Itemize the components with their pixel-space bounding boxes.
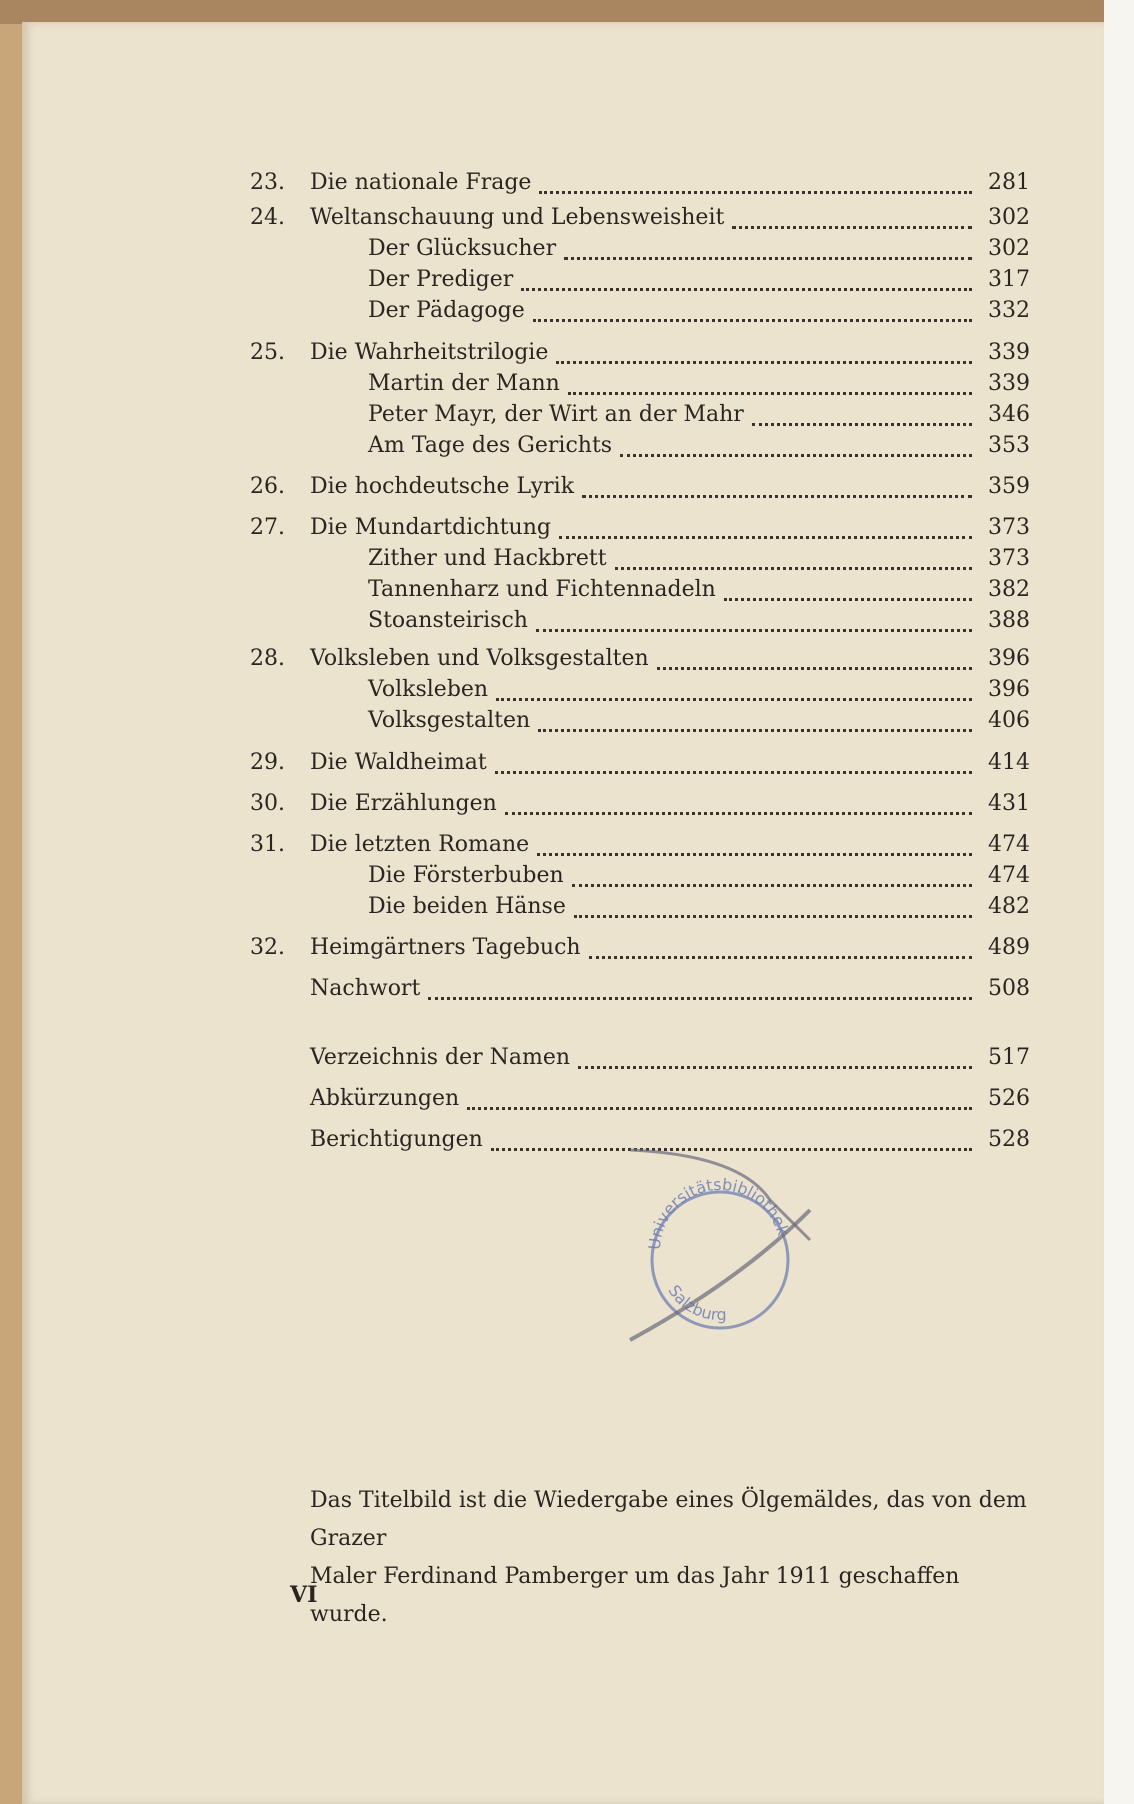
dot-leader (538, 729, 972, 732)
toc-entry-number: 23. (250, 170, 285, 195)
toc-entry-page: 526 (988, 1086, 1030, 1111)
dot-leader (533, 319, 972, 322)
toc-entry (250, 205, 1030, 237)
stamp-text-top: Universitätsbibliothek (644, 1174, 794, 1251)
toc-entry-page: 281 (988, 170, 1030, 195)
dot-leader (582, 495, 972, 498)
toc-entry (250, 371, 1030, 403)
page-number-folio: VI (290, 1582, 318, 1608)
toc-entry-title: Der Glücksucher (368, 236, 557, 261)
toc-entry-page: 508 (988, 976, 1030, 1001)
toc-entry (250, 515, 1030, 547)
toc-entry (250, 791, 1030, 823)
toc-entry-page: 517 (988, 1045, 1030, 1070)
frontispiece-note (310, 1482, 1030, 1634)
toc-entry-title: Zither und Hackbrett (368, 546, 607, 571)
toc-entry-title: Die hochdeutsche Lyrik (310, 474, 575, 499)
toc-entry (250, 546, 1030, 578)
toc-entry-page: 388 (988, 608, 1030, 633)
toc-entry-title: Die Erzählungen (310, 791, 497, 816)
toc-entry-title: Die Waldheimat (310, 750, 487, 775)
toc-entry-title: Die Mundartdichtung (310, 515, 551, 540)
note-line-1: Das Titelbild ist die Wiedergabe eines Ölgemäldes, das von dem Grazer (310, 1488, 1027, 1551)
toc-entry-number: 27. (250, 515, 285, 540)
toc-entry-number: 31. (250, 832, 285, 857)
toc-entry-title: Peter Mayr, der Wirt an der Mahr (368, 402, 744, 427)
toc-entry-page: 474 (988, 863, 1030, 888)
toc-entry (250, 750, 1030, 782)
toc-entry-page: 382 (988, 577, 1030, 602)
toc-entry-page: 431 (988, 791, 1030, 816)
toc-entry-number: 25. (250, 340, 285, 365)
stamp-text-bottom: Salzburg (664, 1281, 727, 1325)
toc-entry (250, 832, 1030, 864)
dot-leader (564, 257, 972, 260)
toc-entry (250, 402, 1030, 434)
toc-entry (250, 976, 1030, 1008)
page-margin-right (1104, 0, 1134, 1804)
toc-entry-page: 396 (988, 677, 1030, 702)
toc-entry-title: Der Pädagoge (368, 298, 525, 323)
toc-entry-page: 317 (988, 267, 1030, 292)
toc-entry-title: Berichtigungen (310, 1127, 483, 1152)
toc-entry-title: Am Tage des Gerichts (368, 433, 613, 458)
library-stamp (620, 1140, 820, 1360)
toc-entry (250, 677, 1030, 709)
dot-leader (505, 812, 972, 815)
toc-entry (250, 1086, 1030, 1118)
toc-entry (250, 1045, 1030, 1077)
toc-entry-number: 32. (250, 935, 285, 960)
toc-entry-title: Stoansteirisch (368, 608, 528, 633)
toc-entry-title: Abkürzungen (310, 1086, 460, 1111)
toc-entry-title: Martin der Mann (368, 371, 560, 396)
toc-entry (250, 474, 1030, 506)
toc-entry-page: 346 (988, 402, 1030, 427)
toc-entry-number: 28. (250, 646, 285, 671)
dot-leader (572, 884, 972, 887)
toc-entry (250, 267, 1030, 299)
toc-entry (250, 863, 1030, 895)
toc-entry (250, 708, 1030, 740)
dot-leader (568, 392, 972, 395)
dot-leader (495, 771, 972, 774)
dot-leader (589, 956, 972, 959)
toc-entry-page: 396 (988, 646, 1030, 671)
toc-entry (250, 608, 1030, 640)
dot-leader (732, 226, 972, 229)
dot-leader (559, 536, 972, 539)
dot-leader (620, 454, 972, 457)
toc-entry-page: 489 (988, 935, 1030, 960)
toc-entry-page: 302 (988, 236, 1030, 261)
toc-entry-page: 359 (988, 474, 1030, 499)
toc-entry (250, 298, 1030, 330)
toc-entry-title: Die Wahrheitstrilogie (310, 340, 549, 365)
toc-entry-page: 528 (988, 1127, 1030, 1152)
dot-leader (537, 853, 972, 856)
dot-leader (496, 698, 972, 701)
toc-entry (250, 340, 1030, 372)
toc-entry-page: 373 (988, 515, 1030, 540)
toc-entry-number: 30. (250, 791, 285, 816)
toc-entry (250, 236, 1030, 268)
toc-entry-title: Heimgärtners Tagebuch (310, 935, 581, 960)
dot-leader (428, 997, 972, 1000)
toc-entry-title: Nachwort (310, 976, 421, 1001)
toc-entry-page: 339 (988, 371, 1030, 396)
toc-entry (250, 935, 1030, 967)
toc-entry (250, 894, 1030, 926)
dot-leader (539, 191, 972, 194)
toc-entry-page: 353 (988, 433, 1030, 458)
toc-entry-page: 332 (988, 298, 1030, 323)
dot-leader (467, 1107, 972, 1110)
toc-entry-title: Die nationale Frage (310, 170, 532, 195)
toc-entry-page: 474 (988, 832, 1030, 857)
dot-leader (574, 915, 972, 918)
dot-leader (657, 667, 972, 670)
toc-entry-page: 373 (988, 546, 1030, 571)
toc-entry-title: Volksgestalten (368, 708, 531, 733)
toc-entry-title: Tannenharz und Fichtennadeln (368, 577, 716, 602)
toc-entry-page: 339 (988, 340, 1030, 365)
dot-leader (724, 598, 972, 601)
dot-leader (578, 1066, 972, 1069)
dot-leader (521, 288, 972, 291)
toc-entry-title: Die beiden Hänse (368, 894, 566, 919)
toc-entry (250, 433, 1030, 465)
toc-entry-title: Die Försterbuben (368, 863, 564, 888)
toc-entry (250, 646, 1030, 678)
dot-leader (556, 361, 972, 364)
toc-entry-page: 302 (988, 205, 1030, 230)
toc-entry-page: 482 (988, 894, 1030, 919)
dot-leader (752, 423, 972, 426)
toc-entry-number: 29. (250, 750, 285, 775)
toc-entry-title: Weltanschauung und Lebensweisheit (310, 205, 725, 230)
toc-entry-page: 406 (988, 708, 1030, 733)
dot-leader (536, 629, 972, 632)
toc-entry-title: Verzeichnis der Namen (310, 1045, 571, 1070)
toc-entry-title: Volksleben und Volksgestalten (310, 646, 649, 671)
toc-entry-title: Der Prediger (368, 267, 514, 292)
toc-entry (250, 170, 1030, 202)
toc-entry-title: Die letzten Romane (310, 832, 530, 857)
toc-entry-title: Volksleben (368, 677, 489, 702)
toc-entry-number: 24. (250, 205, 285, 230)
toc-entry-page: 414 (988, 750, 1030, 775)
dot-leader (615, 567, 972, 570)
toc-entry-number: 26. (250, 474, 285, 499)
note-line-2: Maler Ferdinand Pamberger um das Jahr 1911 geschaffen wurde. (310, 1564, 960, 1627)
toc-entry (250, 577, 1030, 609)
cover-top-edge (0, 0, 1104, 24)
